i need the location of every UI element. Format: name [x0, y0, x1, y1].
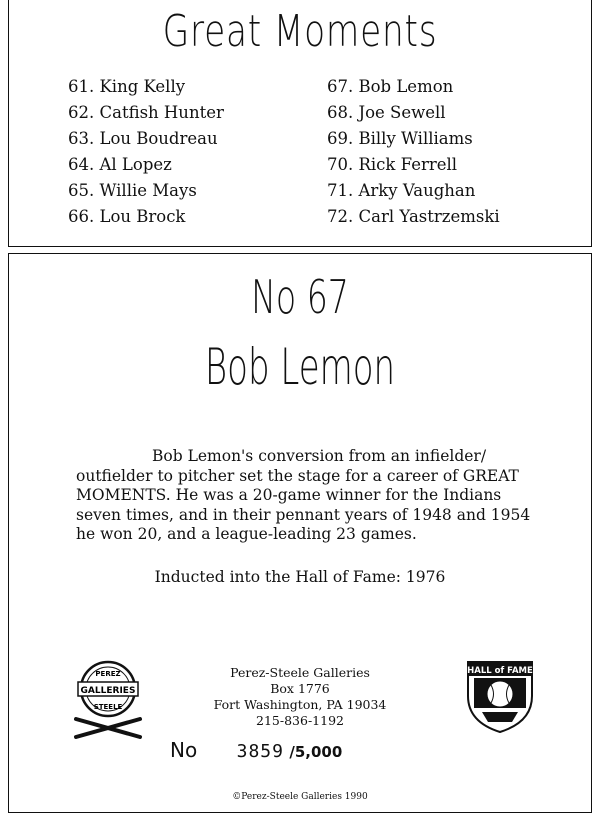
list-item: 62. Catfish Hunter — [68, 103, 224, 122]
list-item: 69. Billy Williams — [327, 129, 473, 148]
player-list-left — [68, 74, 224, 230]
player-bio — [76, 447, 536, 545]
player-list-right — [327, 74, 500, 230]
logo-perez-text: PEREZ — [95, 670, 121, 678]
address-line: 215-836-1192 — [256, 713, 344, 728]
address-line: Box 1776 — [270, 681, 330, 696]
player-name: Bob Lemon — [204, 338, 396, 396]
address-line: Fort Washington, PA 19034 — [213, 697, 387, 712]
list-item: 64. Al Lopez — [68, 155, 172, 174]
list-item: 61. King Kelly — [68, 77, 186, 96]
list-item: 71. Arky Vaughan — [327, 181, 476, 200]
serial-number — [170, 738, 342, 762]
hall-of-fame-logo — [460, 656, 540, 736]
logo-hall-of-fame-text: HALL of FAME — [467, 666, 533, 676]
list-item: 63. Lou Boudreau — [68, 129, 218, 148]
page-title: Great Moments — [162, 6, 438, 57]
list-item: 66. Lou Brock — [68, 207, 186, 226]
serial-value: 3859 — [236, 741, 284, 762]
list-item: 72. Carl Yastrzemski — [327, 207, 500, 226]
logo-galleries-text: GALLERIES — [80, 686, 136, 696]
copyright-notice: ©Perez-Steele Galleries 1990 — [232, 792, 368, 802]
list-item: 68. Joe Sewell — [327, 103, 446, 122]
list-item: 65. Willie Mays — [68, 181, 197, 200]
serial-label: No — [170, 738, 198, 762]
serial-total: /5,000 — [289, 743, 343, 761]
inducted-line: Inducted into the Hall of Fame: 1976 — [154, 568, 446, 586]
list-item: 67. Bob Lemon — [327, 77, 454, 96]
card-number: No 67 — [251, 270, 349, 324]
logo-steele-text: STEELE — [93, 703, 123, 711]
address-line: Perez-Steele Galleries — [230, 665, 370, 680]
list-item: 70. Rick Ferrell — [327, 155, 458, 174]
baseball-icon — [487, 681, 513, 707]
bio-text: Bob Lemon's conversion from an infielder/ outfielder to pitcher set the stage for a career of GREAT MOMENTS. He was a 20-game winner for the Indians seven times, and in their pennant years of 1948 and 1954 he won 20, and a league-leading 23 games. — [76, 447, 531, 543]
